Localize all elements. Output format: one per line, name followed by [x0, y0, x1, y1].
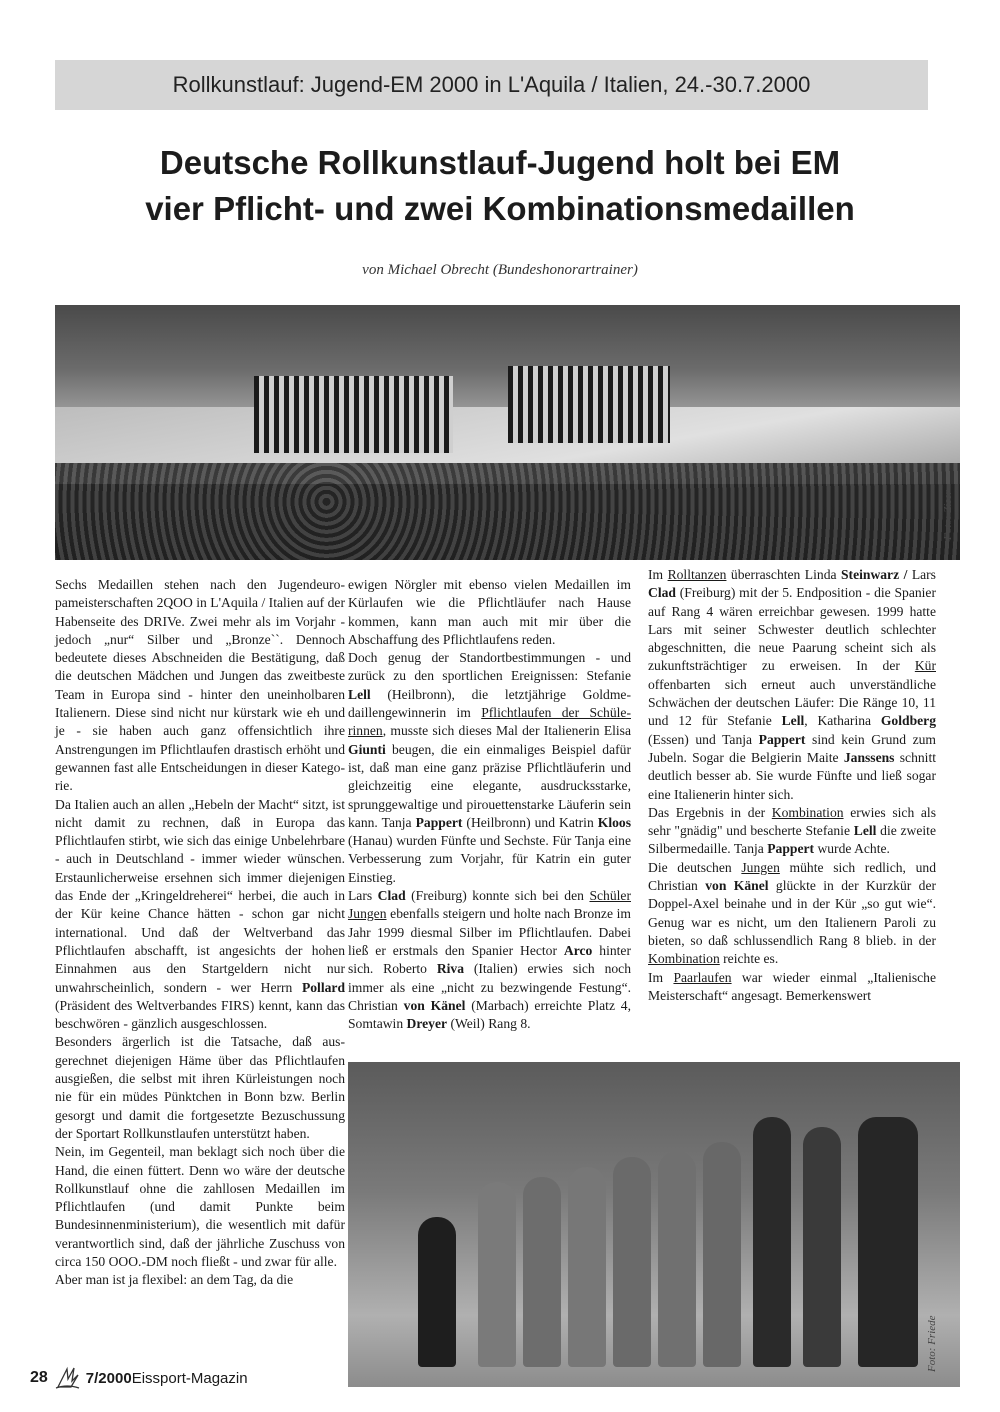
category-term: Paarlaufen: [673, 969, 732, 985]
name-highlight: Janssens: [843, 749, 895, 765]
photo-opening-ceremony: [55, 305, 960, 560]
text-run: hinter sich. Roberto: [348, 942, 631, 977]
text-run: (Italien) erwies sich noch immer als eine „nicht zu bezwingende Festung“. Christian: [348, 961, 632, 1013]
name-highlight: Dreyer: [406, 1016, 448, 1032]
article-title: [40, 140, 960, 232]
text-run: Im: [648, 969, 674, 985]
name-highlight: Clad: [648, 585, 676, 601]
paragraph: [648, 969, 936, 1006]
page-number: 28: [30, 1369, 48, 1386]
magazine-name: Eissport-Magazin: [131, 1369, 248, 1387]
category-term: Kür: [914, 658, 936, 674]
text-run: Lars: [348, 888, 378, 904]
article-column-1: [55, 576, 345, 1290]
text-run: Das Ergebnis in der: [648, 804, 772, 820]
text-run: offenbarten sich erneut auch unverständliche Schwächen der deutschen Läufer: Die Ränge 10, 11 und 12 für Stefanie: [648, 676, 936, 729]
person: [613, 1157, 651, 1367]
article-column-3: [648, 566, 936, 1005]
text-run: die zweite Silbermedaille. Tanja: [648, 823, 936, 857]
skaters-line: [254, 376, 453, 453]
name-highlight: Steinwarz /: [840, 567, 908, 582]
text-run: mühte sich redlich, und Christian: [648, 859, 937, 894]
text-run: ebenfalls steigern und holte nach Bronze im Jahr 1999 diesmal Silber im Pflichtlaufen. Dabei ließ er erstmals den Spanier Hector: [348, 906, 631, 958]
category-term: Pflichtlaufen der Schülerinnen: [348, 705, 631, 739]
photo-credit: Foto: Ziser: [942, 490, 954, 540]
name-highlight: Pollard: [301, 979, 345, 995]
person: [703, 1142, 741, 1367]
text-run: (Marbach) erreichte Platz 4, Somtawin: [348, 997, 631, 1032]
text-run: reichte es.: [719, 951, 779, 967]
text-run: schnitt deutlich besser ab. Sie wurde Fünfte und ließ sogar eine Italienerin hinter sich.: [648, 749, 937, 802]
name-highlight: von Känel: [403, 997, 466, 1013]
text-run: Sechs Medaillen stehen nach den Jugendeuropameisterschaften 2QOO in L'Aquila / Italien auf der Habenseite des DRIVe. Zwei mehr als im Vorjahr - jedoch „nur“ Silber und „Bronze``. Dennoch bedeutete dieses Abschneiden die Bestätigung, daß die deutschen Mädchen und Jungen das zweitbeste Team in Europa sind - hinter den uneinholbaren Italienern. Diese sind nicht nur kürstark wie eh und je - sie haben auch ganz offensichtlich ihre Anstrengungen im Pflichtlaufen drastisch erhöht und gewannen fast alle Entscheidungen in dieser Kategorie.: [55, 577, 345, 794]
text-run: Aber man ist ja flexibel: an dem Tag, da die: [55, 1272, 294, 1288]
section-header-band: [55, 60, 928, 110]
category-term: Jungen: [741, 859, 780, 875]
text-run: Lars: [907, 567, 936, 582]
paragraph: [348, 887, 631, 1033]
page-footer: [30, 1365, 248, 1391]
text-run: ewigen Nörgler mit ebenso vielen Medaillen im Kürlaufen wie die Pflichtläufer nach Hause kommen, kann man auch mit mir über die Abschaffung des Pflichtlaufens reden.: [348, 577, 631, 647]
name-highlight: von Känel: [705, 878, 769, 894]
photo-team-group: [348, 1062, 960, 1387]
person: [803, 1127, 841, 1367]
title-line-1: Deutsche Rollkunstlauf-Jugend holt bei EM: [159, 144, 841, 181]
person: [753, 1117, 791, 1367]
person: [523, 1177, 561, 1367]
text-run: (Heilbronn) und Katrin: [462, 814, 598, 830]
text-run: Im: [648, 567, 668, 582]
text-run: Da Italien auch an allen „Hebeln der Macht“ sitzt, ist nicht damit zu rechnen, daß in Europa das Pflichtlaufen stirbt, wie sich das einige Unbelehrbare - auch in Deutschland - immer wieder wünschen. Erstaunlicherweise ersehnen sich immer diejenigen das Ende der „Kringeldreherei“ herbei, die auch in der Kür keine Chance hätten - schon gar nicht international. Und daß der Weltverband das Pflichtlaufen abschafft, ist angesichts der hohen Einnahmen aus den Startgeldern nicht nur unwahrscheinlich, sondern - wer Herrn: [55, 796, 345, 995]
text-run: (Freiburg) konnte sich bei den: [405, 888, 590, 904]
audience: [55, 463, 960, 560]
text-run: Nein, im Gegenteil, man beklagt sich noch über die Hand, die einen füttert. Denn wo wäre der deutsche Rollkunstlauf ohne die zahllosen Medaillen im Pflichtlaufen (und damit Punkte beim Bundesinnenministerium), die wesentlich mit dafür verantwortlich sind, daß der jährliche Zuschuss von circa 150 OOO.-DM noch fließt - und zwar für alle.: [55, 1144, 345, 1269]
section-header: Rollkunstlauf: Jugend-EM 2000 in L'Aquila / Italien, 24.-30.7.2000: [172, 72, 811, 97]
magazine-logo-icon: [54, 1365, 80, 1391]
name-highlight: Riva: [436, 961, 464, 977]
person: [568, 1167, 606, 1367]
name-highlight: Goldberg: [880, 713, 936, 729]
paragraph: [55, 1271, 345, 1289]
issue-number: 7/2000: [85, 1369, 132, 1387]
paragraph: [55, 796, 345, 1034]
paragraph: [55, 1033, 345, 1143]
text-run: (Freiburg) mit der 5. Endposition - die Spanier auf Rang 4 wären erreichbar gewesen. 1999 hatte Lars mit seiner Schwester deutlich schlechter abgeschnitten, die neue Paarung scheint sich als zukunftsträchtiger zu erweisen. In der: [648, 585, 936, 674]
name-highlight: Pappert: [758, 731, 806, 747]
name-highlight: Lell: [781, 713, 805, 729]
text-run: war wieder einmal „Italienische Meisterschaft“ angesagt. Bemerkenswert: [648, 969, 936, 1003]
text-run: wurde Achte.: [814, 841, 890, 857]
name-highlight: Kloos: [597, 814, 631, 830]
text-run: (Präsident des Weltverbandes FIRS) kennt, kann das beschwören - gänzlich ausgeschlossen.: [55, 997, 345, 1032]
paragraph: [55, 576, 345, 796]
text-run: sind kein Grund zum Jubeln. Sogar die Belgierin Maite: [648, 731, 936, 765]
text-run: (Hanau) wurden Fünfte und Sechste. Für Tanja eine Verbesserung zum Vorjahr, für Katrin ein guter Einstieg.: [348, 833, 631, 885]
text-run: , musste sich dieses Mal der Italienerin Elisa: [382, 723, 631, 739]
category-term: Kombination: [771, 804, 844, 820]
person: [478, 1182, 516, 1367]
person: [658, 1152, 696, 1367]
text-run: glückte in der Kurzkür der Doppel-Axel beinahe und in der Kür „so gut wie“. Genug war es nicht, um den Italienern Paroli zu bieten, so daß schlussendlich Rang 8 blieb. in der: [648, 878, 937, 948]
title-line-2: vier Pflicht- und zwei Kombinationsmedaillen: [145, 190, 855, 227]
text-run: Die deutschen: [648, 859, 742, 875]
paragraph: [348, 576, 631, 649]
name-highlight: Lell: [348, 686, 371, 702]
text-run: beugen, die ein einmaliges Beispiel dafür ist, daß man eine ganz präzise Pflichtläuferin und gleichzeitig eine elegante, ausdrucksstarke, sprunggewaltige und pirouettenstarke Läuferin sein kann. Tanja: [348, 741, 631, 830]
text-run: (Weil) Rang 8.: [447, 1016, 531, 1032]
skaters-line: [508, 366, 671, 443]
category-term: Schüler Jungen: [348, 888, 631, 922]
text-run: (Heilbronn), die letztjährige Goldmedaillengewinnerin im: [348, 686, 631, 721]
person: [418, 1217, 456, 1367]
paragraph: [648, 566, 936, 804]
paragraph: [348, 649, 631, 887]
photo-credit: Foto: Friede: [926, 1315, 938, 1372]
category-term: Kombination: [648, 951, 720, 967]
person: [858, 1117, 918, 1367]
paragraph: [648, 859, 936, 969]
category-term: Rolltanzen: [667, 567, 727, 582]
text-run: erwies sich als sehr "gnädig" und bescherte Stefanie: [648, 804, 937, 839]
text-run: Besonders ärgerlich ist die Tatsache, daß ausgerechnet diejenigen Häme über das Pflichtlaufen ausgießen, die selbst mit ihren Kürleistungen noch nie für ein müdes Pünktchen in Bonn bzw. Berlin gesorgt und damit die fortgesetzte Bezuschussung der Sportart Rollkunstlaufen unterstützt haben.: [55, 1034, 345, 1141]
name-highlight: Giunti: [348, 741, 386, 757]
text-run: überraschten Linda: [726, 567, 841, 582]
text-run: , Katharina: [804, 713, 881, 729]
paragraph: [55, 1143, 345, 1271]
paragraph: [648, 804, 936, 859]
text-run: Doch genug der Standortbestimmungen - und zurück zu den sportlichen Ereignissen: Stefanie: [348, 650, 631, 684]
name-highlight: Lell: [853, 823, 877, 839]
text-run: (Essen) und Tanja: [648, 731, 759, 747]
article-column-2: [348, 576, 631, 1033]
name-highlight: Arco: [563, 942, 593, 958]
name-highlight: Pappert: [767, 841, 815, 857]
byline: von Michael Obrecht (Bundeshonorartrainer): [362, 262, 638, 278]
name-highlight: Clad: [377, 888, 406, 904]
name-highlight: Pappert: [415, 814, 463, 830]
